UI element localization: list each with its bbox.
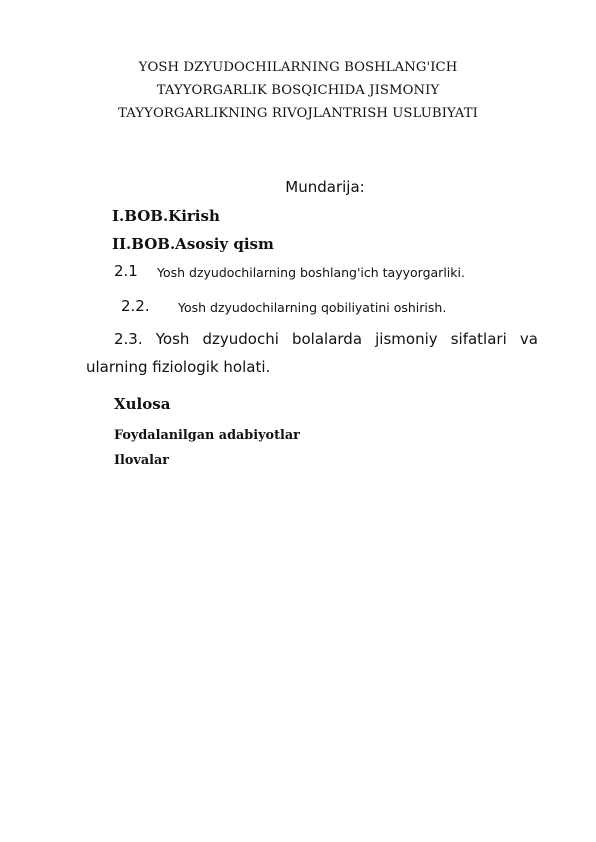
- title-line-3: TAYYORGARLIKNING RIVOJLANTRISH USLUBIYATI: [118, 106, 478, 121]
- toc-item-2-1-text: Yosh dzyudochilarning boshlang'ich tayyorgarliki.: [157, 265, 465, 280]
- toc-item-2-3-word: Yosh: [155, 330, 190, 348]
- toc-item-2-3-word: jismoniy: [375, 330, 438, 348]
- toc-item-2-3-line-2: ularning fiziologik holati.: [86, 358, 271, 376]
- title-line-1: YOSH DZYUDOCHILARNING BOSHLANG'ICH: [138, 60, 458, 75]
- toc-chapter-1: I.BOB.Kirish: [112, 207, 220, 225]
- toc-conclusion: Xulosa: [114, 395, 171, 413]
- toc-item-2-1-number: 2.1: [114, 262, 138, 280]
- toc-references: Foydalanilgan adabiyotlar: [114, 428, 300, 443]
- toc-item-2-3-word: dzyudochi: [202, 330, 279, 348]
- toc-item-2-3-word: 2.3.: [114, 330, 143, 348]
- toc-item-2-2-text: Yosh dzyudochilarning qobiliyatini oshirish.: [178, 300, 447, 315]
- toc-item-2-3-word: va: [519, 330, 538, 348]
- toc-item-2-3-word: bolalarda: [291, 330, 363, 348]
- document-title: [60, 56, 536, 125]
- toc-item-2-3-word: sifatlari: [450, 330, 507, 348]
- toc-item-2-3-line-1: [114, 330, 538, 348]
- contents-heading: Mundarija:: [285, 178, 365, 196]
- toc-appendices: Ilovalar: [114, 453, 170, 468]
- title-line-2: TAYYORGARLIK BOSQICHIDA JISMONIY: [156, 83, 440, 98]
- toc-chapter-2: II.BOB.Asosiy qism: [112, 235, 274, 253]
- toc-item-2-2-number: 2.2.: [121, 297, 150, 315]
